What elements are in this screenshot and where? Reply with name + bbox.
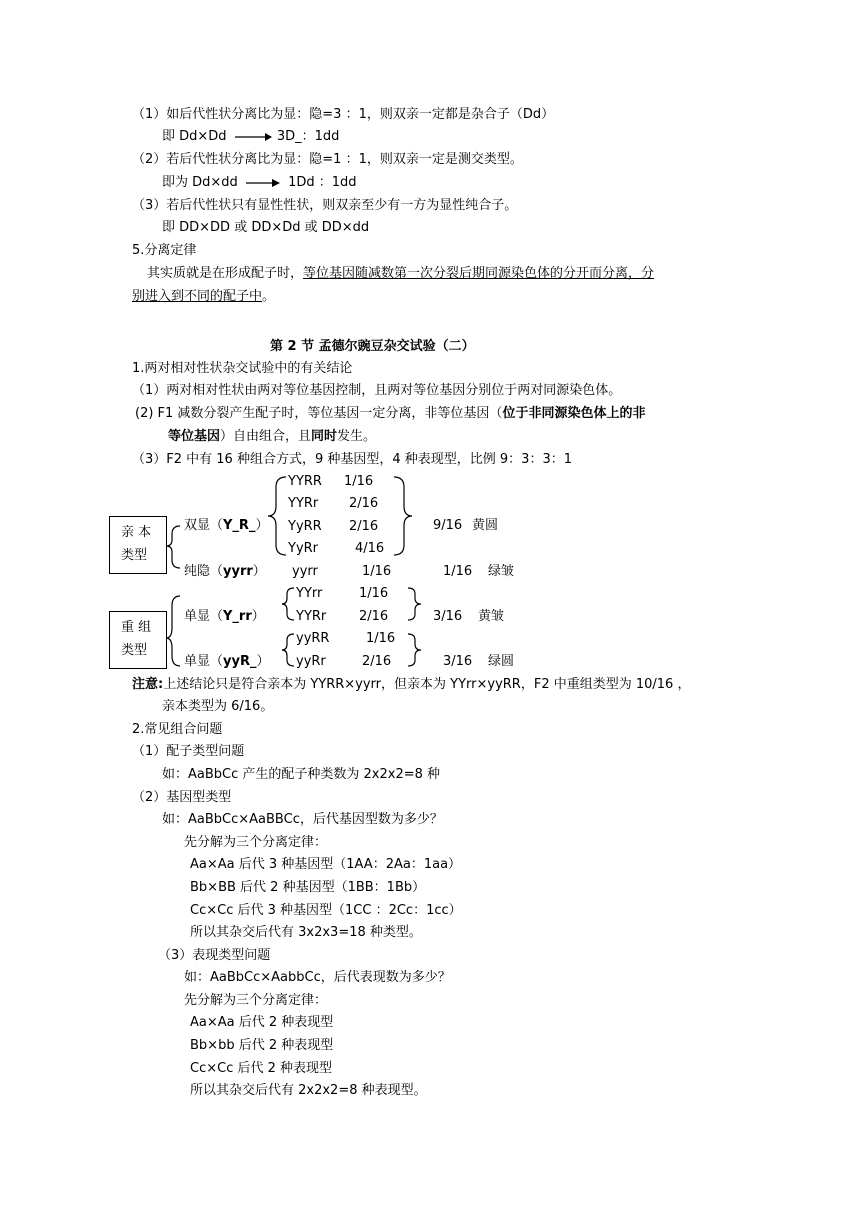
box-label: 类型	[121, 548, 148, 563]
genotype: yyRr	[296, 654, 326, 669]
fraction: 2/16	[362, 654, 392, 669]
fraction: 1/16	[359, 586, 389, 601]
heading: 5.分离定律	[132, 243, 197, 258]
text-line: （3）表现类型问题	[158, 948, 271, 963]
label-text: 双显（	[184, 518, 224, 533]
text-line: （1）如后代性状分离比为显：隐=3 ：1，则双亲一定都是杂合子（Dd）	[132, 107, 555, 122]
text-line: （3）F2 中有 16 种组合方式，9 种基因型，4 种表现型，比例 9：3：3：1	[132, 452, 572, 467]
fraction: 2/16	[359, 609, 389, 624]
text-line: 所以其杂交后代有 2x2x2=8 种表现型。	[190, 1083, 427, 1098]
text-line: 如：AaBbCc 产生的配子种类数为 2x2x2=8 种	[162, 767, 441, 782]
phenotype: 黄圆	[472, 518, 499, 533]
brace-icon	[282, 634, 294, 666]
heading: 2.常见组合问题	[132, 722, 223, 737]
label-text: ）	[252, 564, 266, 579]
label-text: 纯隐（	[184, 564, 224, 579]
genotype: yyrr	[292, 564, 318, 579]
brace-icon	[268, 477, 286, 555]
text-line: 即 DD×DD 或 DD×Dd 或 DD×dd	[162, 220, 370, 235]
conclusion-bold: 等位基因	[168, 429, 221, 444]
label-text: ）	[256, 654, 270, 669]
genotype: YYrr	[296, 586, 323, 601]
label-genotype: Y_R_	[223, 518, 256, 533]
phenotype-label	[184, 516, 268, 536]
label-text: 单显（	[184, 609, 224, 624]
law-underlined: 等位基因随减数第一次分裂后期同源染色体的分开而分离，分	[303, 266, 655, 281]
phenotype-label	[184, 562, 266, 582]
total-fraction: 3/16	[443, 654, 473, 669]
phenotype: 绿圆	[488, 654, 515, 669]
note-label: 注意:	[132, 677, 164, 692]
fraction: 4/16	[355, 541, 385, 556]
law-end: 。	[262, 289, 276, 304]
brace-icon	[166, 526, 180, 568]
box-label: 重 组	[121, 620, 152, 635]
text-line: （2）基因型类型	[132, 790, 232, 805]
label-text: 单显（	[184, 654, 224, 669]
text-line: Bb×BB 后代 2 种基因型（1BB：1Bb）	[190, 880, 426, 895]
equation-right: 1Dd ：1dd	[288, 175, 357, 190]
label-text: ）	[255, 518, 269, 533]
text-line: （1）两对相对性状由两对等位基因控制，且两对等位基因分别位于两对同源染色体。	[132, 383, 622, 398]
conclusion-bold: 位于非同源染色体上的非	[502, 406, 646, 421]
note-line: 亲本类型为 6/16。	[162, 699, 274, 714]
text-line: Cc×Cc 后代 2 种表现型	[190, 1061, 333, 1076]
total-fraction: 1/16	[443, 564, 473, 579]
box-label: 类型	[121, 643, 148, 658]
text-line: 所以其杂交后代有 3x2x3=18 种类型。	[190, 925, 422, 940]
phenotype-label	[184, 607, 265, 627]
genotype: YyRr	[288, 541, 319, 556]
genotype: YyRR	[288, 519, 322, 534]
total-fraction: 3/16	[433, 609, 463, 624]
heading: 1.两对相对性状杂交试验中的有关结论	[132, 361, 353, 376]
text-line: Aa×Aa 后代 3 种基因型（1AA：2Aa：1aa）	[190, 857, 462, 872]
genotype: yyRR	[296, 631, 330, 646]
fraction: 1/16	[344, 474, 374, 489]
brace-icon	[166, 596, 180, 666]
fraction: 1/16	[362, 564, 392, 579]
genotype: YYRr	[288, 496, 319, 511]
conclusion-bold: 同时	[311, 429, 338, 444]
fraction: 2/16	[349, 496, 379, 511]
label-genotype: Y_rr	[223, 609, 252, 624]
phenotype: 黄皱	[478, 609, 505, 624]
label-genotype: yyR_	[223, 654, 257, 669]
fraction: 1/16	[366, 631, 396, 646]
fraction: 2/16	[349, 519, 379, 534]
text-line: Aa×Aa 后代 2 种表现型	[190, 1015, 334, 1030]
label-text: ）	[251, 609, 265, 624]
note-text: 上述结论只是符合亲本为 YYRR×yyrr，但亲本为 YYrr×yyRR，F2 中重组类型为 10/16 ，	[163, 677, 691, 692]
brace-icon	[282, 588, 294, 620]
label-genotype: yyrr	[223, 564, 253, 579]
conclusion-text: 发生。	[337, 429, 377, 444]
note-line	[132, 675, 690, 695]
total-fraction: 9/16	[433, 518, 463, 533]
text-line: （2）若后代性状分离比为显：隐=1 ：1，则双亲一定是测交类型。	[132, 152, 523, 167]
section-title: 第 2 节 孟德尔豌豆杂交试验（二）	[270, 339, 475, 354]
text-line: 如：AaBbCc×AaBBCc，后代基因型数为多少？	[162, 812, 443, 827]
equation-left: 即 Dd×Dd	[162, 129, 227, 144]
brace-icon	[408, 634, 421, 666]
genotype: YYRr	[296, 609, 327, 624]
equation-right: 3D_：1dd	[276, 129, 340, 144]
conclusion-text: (2) F1 减数分裂产生配子时，等位基因一定分离，非等位基因（	[135, 406, 503, 421]
brace-icon	[394, 477, 412, 555]
text-line: Bb×bb 后代 2 种表现型	[190, 1038, 334, 1053]
phenotype-label	[184, 652, 270, 672]
law-underlined: 别进入到不同的配子中	[132, 289, 263, 304]
conclusion-text: ）自由组合，且	[220, 429, 312, 444]
text-line: Cc×Cc 后代 3 种基因型（1CC ：2Cc：1cc）	[190, 903, 462, 918]
text-line: 先分解为三个分离定律：	[184, 993, 328, 1008]
phenotype: 绿皱	[488, 564, 515, 579]
genotype: YYRR	[288, 474, 322, 489]
box-label: 亲 本	[121, 525, 152, 540]
law-intro: 其实质就是在形成配子时，	[147, 266, 304, 281]
equation-left: 即为 Dd×dd	[162, 175, 238, 190]
text-line: 先分解为三个分离定律：	[184, 835, 328, 850]
text-line: 如：AaBbCc×AabbCc，后代表现数为多少？	[184, 970, 451, 985]
text-line: （3）若后代性状只有显性性状，则双亲至少有一方为显性纯合子。	[132, 198, 518, 213]
brace-icon	[408, 588, 421, 620]
text-line: （1）配子类型问题	[132, 744, 245, 759]
